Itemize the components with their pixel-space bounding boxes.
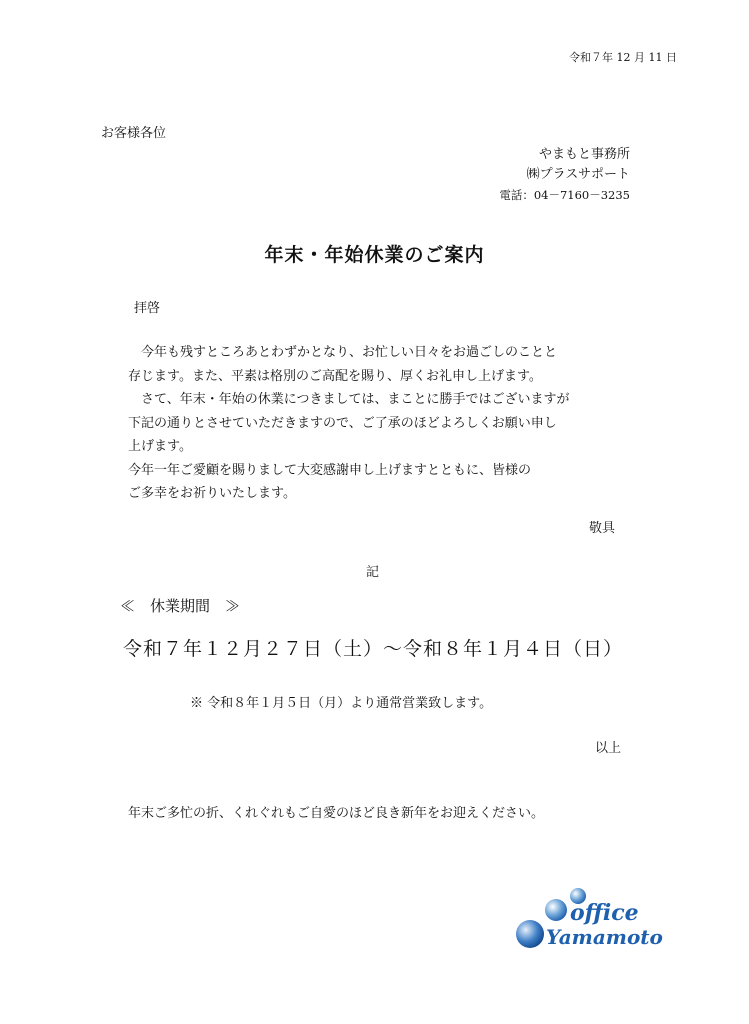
body-line: さて、年末・年始の休業につきましては、まことに勝手ではございますが xyxy=(128,392,570,407)
body-line: 上げます。 xyxy=(128,439,192,454)
ijo-end-mark: 以上 xyxy=(594,741,621,756)
reopen-note: ※ 令和８年１月５日（月）より通常営業致します。 xyxy=(190,696,493,711)
body-line: ご多幸をお祈りいたします。 xyxy=(128,486,296,501)
sender-office: やまもと事務所 xyxy=(538,147,630,162)
closure-period: 令和７年１２月２７日（土）～令和８年１月４日（日） xyxy=(123,638,624,660)
logo-word-yamamoto: Yamamoto xyxy=(546,925,663,949)
logo-word-office: office xyxy=(570,900,639,926)
office-yamamoto-logo xyxy=(508,880,678,960)
opening-word: 拝啓 xyxy=(134,301,161,316)
body-line: 存じます。また、平素は格別のご高配を賜り、厚くお礼申し上げます。 xyxy=(128,368,542,384)
sender-company: ㈱プラスサポート xyxy=(526,167,630,182)
document-date: 令和７年 12 月 11 日 xyxy=(569,51,677,64)
body-line: 今年一年ご愛顧を賜りまして大変感謝申し上げますとともに、皆様の xyxy=(128,462,532,478)
logo-sphere-medium xyxy=(545,899,567,921)
page-title: 年末・年始休業のご案内 xyxy=(264,244,485,266)
closure-period-label: ≪ 休業期間 ≫ xyxy=(120,597,241,615)
addressee: お客様各位 xyxy=(101,126,167,141)
body-line: 下記の通りとさせていただきますので、ご了承のほどよろしくお願い申し xyxy=(128,415,557,431)
logo-sphere-large xyxy=(516,920,544,948)
body-line: 今年も残すところあとわずかとなり、お忙しい日々をお過ごしのことと xyxy=(128,345,558,360)
sender-block xyxy=(499,145,630,205)
ki-heading: 記 xyxy=(366,565,380,580)
footer-message: 年末ご多忙の折、くれぐれもご自愛のほど良き新年をお迎えください。 xyxy=(128,806,545,821)
body-text xyxy=(128,341,569,506)
sender-phone: 電話：04－7160－3235 xyxy=(499,188,630,202)
closing-word: 敬具 xyxy=(588,521,615,536)
